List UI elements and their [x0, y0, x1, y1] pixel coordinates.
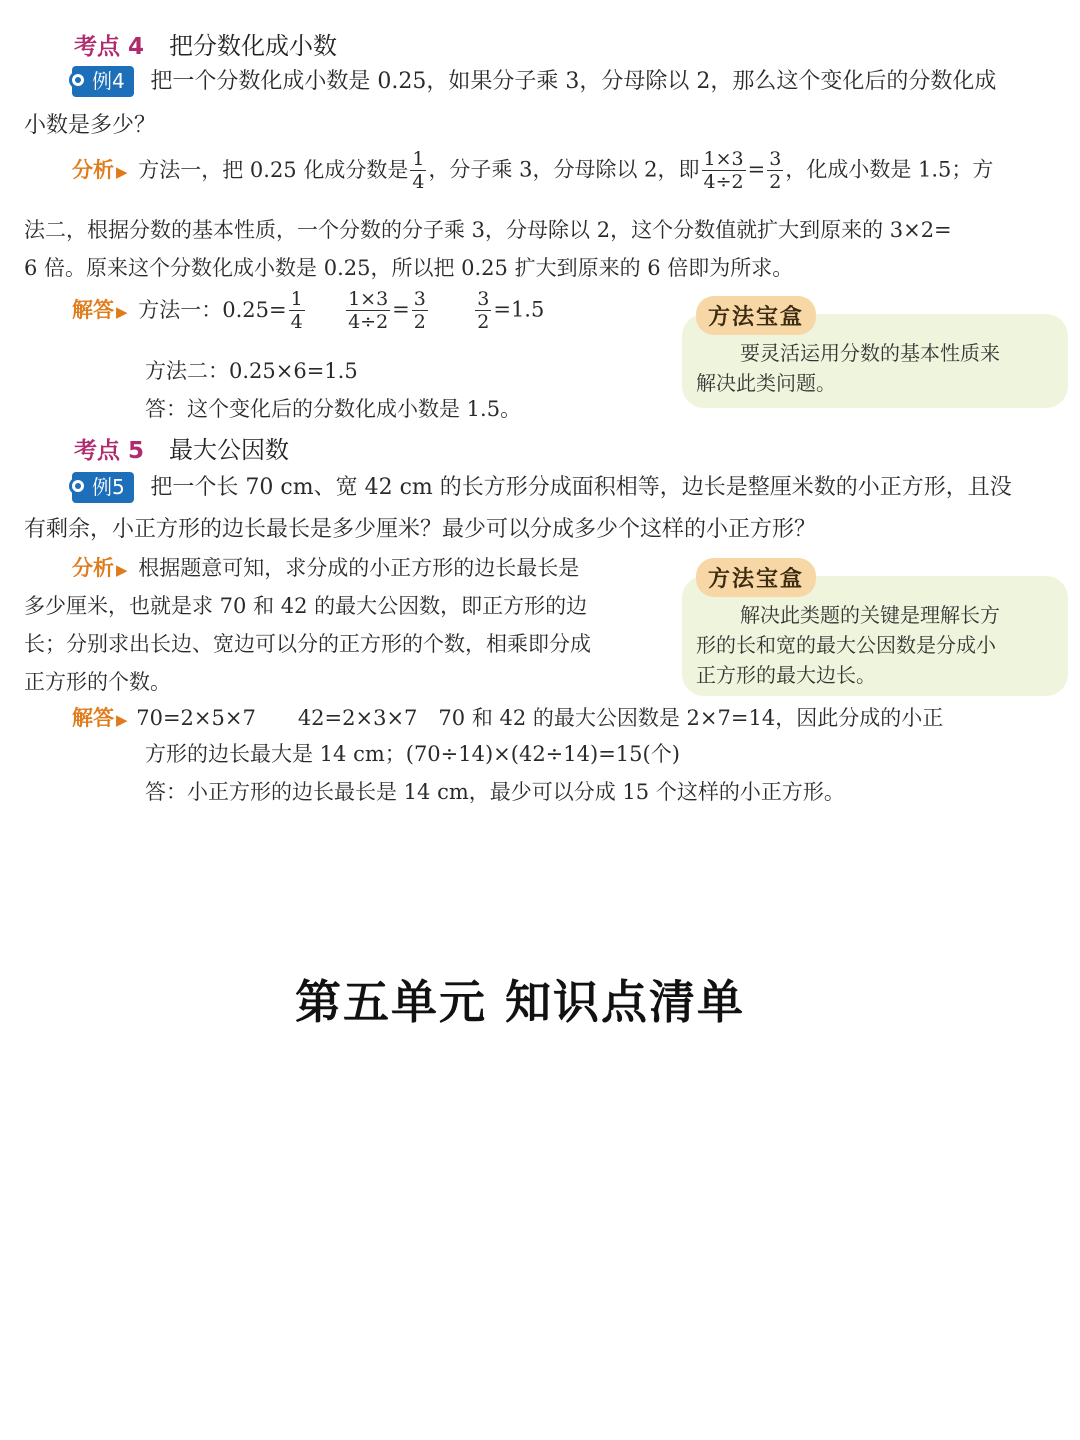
- fraction: $\frac{1}{4}$: [290, 288, 303, 333]
- solution-5-line-2: 方形的边长最大是 14 cm；(70÷14)×(42÷14)=15(个): [145, 742, 680, 766]
- analysis-5-line-3: 长；分别求出长边、宽边可以分的正方形的个数，相乘即分成: [24, 632, 591, 656]
- kaodian-label: 考点 5: [74, 438, 145, 464]
- solution-tag: 解答 ▶: [72, 297, 128, 322]
- kaodian-title: 最大公因数: [169, 436, 290, 464]
- triangle-right-icon: ▶: [116, 162, 128, 181]
- solution-4-method-2: 方法二：0.25×6=1.5: [145, 359, 358, 383]
- analysis-4-line-3: 6 倍。原来这个分数化成小数是 0.25，所以把 0.25 扩大到原来的 6 倍即为所求。: [24, 256, 794, 280]
- analysis-4-line-1: 分析 ▶ 方法一，把 0.25 化成分数是 $\frac{1}{4}$ ，分子乘 3，分母除以 2，即 $\frac{1\times 3}{4\div 2}$ = $\frac{3}{2}$ ，化成小数是 1.5；方: [72, 148, 994, 193]
- method-box-title: 方法宝盒: [696, 296, 816, 335]
- solution-4-method-1: 解答 ▶ 方法一：0.25= $\frac{1}{4}$ $\frac{1\times 3}{4\div 2}$ = $\frac{3}{2}$ $\frac{3}{2}$ =1.5: [72, 288, 545, 333]
- method-box-text: 正方形的最大边长。: [696, 663, 876, 687]
- example-badge: 例5: [72, 472, 134, 503]
- method-box-text: 要灵活运用分数的基本性质来: [740, 341, 1000, 365]
- fraction: $\frac{1\times 3}{4\div 2}$: [348, 288, 389, 333]
- fraction: $\frac{1}{4}$: [412, 148, 425, 193]
- fraction: $\frac{1\times 3}{4\div 2}$: [703, 148, 744, 193]
- solution-tag: 解答 ▶: [72, 706, 128, 730]
- fraction: $\frac{3}{2}$: [477, 288, 490, 333]
- fraction: $\frac{3}{2}$: [769, 148, 782, 193]
- solution-5-answer: 答：小正方形的边长最长是 14 cm，最少可以分成 15 个这样的小正方形。: [145, 780, 845, 804]
- method-box-text: 解决此类问题。: [696, 371, 836, 395]
- solution-5-line-1: 解答 ▶ 70=2×5×7 42=2×3×7 70 和 42 的最大公因数是 2×7=14，因此分成的小正: [72, 706, 944, 730]
- fraction: $\frac{3}{2}$: [413, 288, 426, 333]
- kaodian-4-heading: [74, 26, 337, 61]
- analysis-5-line-4: 正方形的个数。: [24, 670, 171, 694]
- analysis-4-line-2: 法二，根据分数的基本性质，一个分数的分子乘 3，分母除以 2，这个分数值就扩大到原来的 3×2=: [24, 218, 952, 242]
- analysis-5-line-1: 分析 ▶ 根据题意可知，求分成的小正方形的边长最长是: [72, 556, 580, 580]
- example-4-question-cont: 小数是多少？: [24, 113, 157, 138]
- kaodian-title: 把分数化成小数: [169, 32, 338, 60]
- example-4-question: 例4 把一个分数化成小数是 0.25，如果分子乘 3，分母除以 2，那么这个变化后的分数化成: [72, 64, 996, 97]
- example-5-question-cont: 有剩余，小正方形的边长最长是多少厘米？最少可以分成多少个这样的小正方形？: [24, 517, 817, 542]
- triangle-right-icon: ▶: [116, 711, 128, 729]
- analysis-tag: 分析 ▶: [72, 556, 128, 580]
- solution-4-answer: 答：这个变化后的分数化成小数是 1.5。: [145, 397, 522, 421]
- analysis-5-line-2: 多少厘米，也就是求 70 和 42 的最大公因数，即正方形的边: [24, 594, 588, 618]
- kaodian-5-heading: [74, 430, 289, 465]
- analysis-tag: 分析 ▶: [72, 157, 128, 182]
- method-box-title: 方法宝盒: [696, 558, 816, 597]
- method-box-text: 解决此类题的关键是理解长方: [740, 603, 1000, 627]
- example-badge: 例4: [72, 66, 134, 97]
- triangle-right-icon: ▶: [116, 561, 128, 579]
- example-5-question: 例5 把一个长 70 cm、宽 42 cm 的长方形分成面积相等，边长是整厘米数的小正方形，且没: [72, 470, 1012, 503]
- badge-dot-icon: [69, 71, 87, 89]
- badge-dot-icon: [69, 477, 87, 495]
- unit-title: 第五单元 知识点清单: [294, 975, 745, 1029]
- method-box-text: 形的长和宽的最大公因数是分成小: [696, 633, 996, 657]
- triangle-right-icon: ▶: [116, 302, 128, 321]
- kaodian-label: 考点 4: [74, 34, 145, 60]
